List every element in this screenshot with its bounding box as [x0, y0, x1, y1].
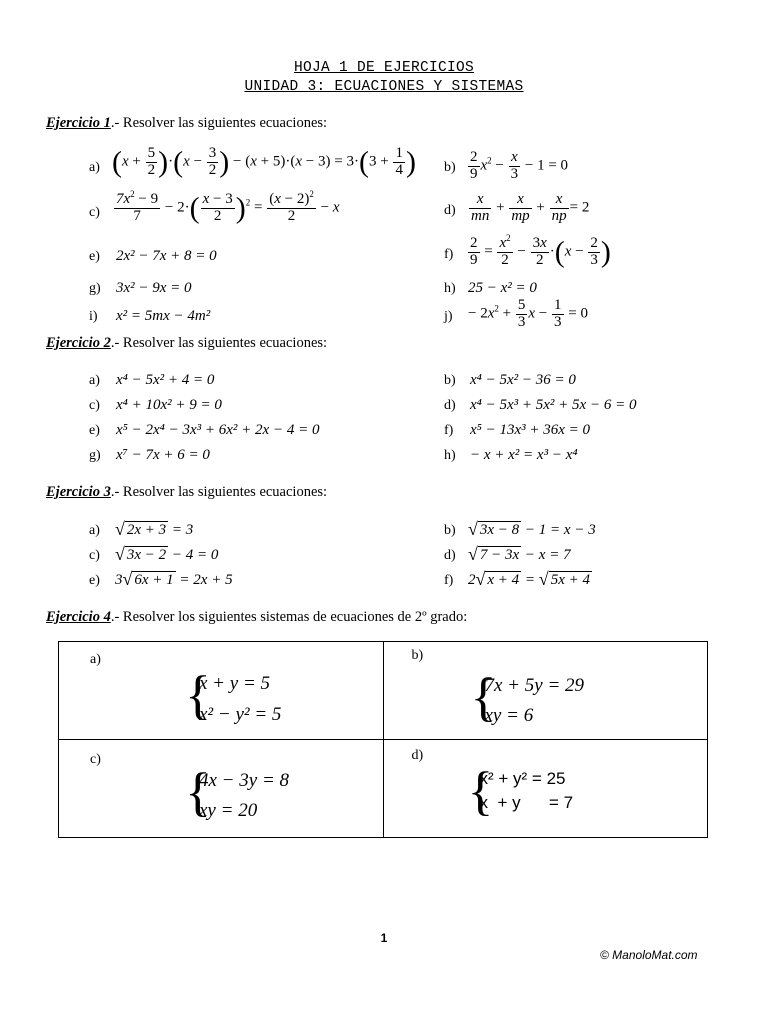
- label-4d: d): [411, 748, 424, 763]
- equation-2b: x⁴ − 5x² − 36 = 0: [470, 372, 576, 388]
- label-2g: g): [89, 448, 101, 463]
- system-d-cell: [383, 740, 708, 838]
- equation-2d: x⁴ − 5x³ + 5x² + 5x − 6 = 0: [470, 397, 637, 413]
- label-2f: f): [444, 423, 454, 438]
- system-d-eq1: x² + y² = 25: [479, 769, 566, 788]
- label-2c: c): [89, 398, 100, 413]
- label-2e: e): [89, 423, 100, 438]
- equation-3b: √ 3x − 8 − 1 = x − 3: [468, 519, 596, 539]
- label-1e: e): [89, 249, 100, 264]
- equation-2a: x⁴ − 5x² + 4 = 0: [116, 372, 215, 388]
- system-a-brace: {: [185, 665, 211, 725]
- copyright-text: © ManoloMat.com: [600, 948, 698, 962]
- equation-1h: 25 − x² = 0: [468, 280, 537, 296]
- systems-table: [58, 641, 708, 838]
- label-3e: e): [89, 573, 100, 588]
- system-d-eq2: x + y = 7: [479, 793, 574, 812]
- label-1g: g): [89, 281, 101, 296]
- equation-1e: 2x² − 7x + 8 = 0: [116, 248, 217, 264]
- label-2a: a): [89, 373, 100, 388]
- equation-1b: $\frac{2}{9}$ $x^2$ − $\frac{x}{3}$ − 1 = 0: [470, 149, 569, 182]
- label-1j: j): [444, 309, 453, 324]
- label-1h: h): [444, 281, 456, 296]
- label-3a: a): [89, 523, 100, 538]
- label-3c: c): [89, 548, 100, 563]
- exercise-4-title: Ejercicio 4.- Resolver los siguientes sistemas de ecuaciones de 2º grado:: [46, 609, 468, 625]
- system-c-cell: [59, 740, 384, 838]
- system-b-brace: {: [470, 667, 497, 727]
- system-c-eq2: xy = 20: [199, 800, 258, 821]
- equation-2f: x⁵ − 13x³ + 36x = 0: [470, 422, 591, 438]
- equation-3a: √ 2x + 3 = 3: [115, 519, 194, 539]
- equation-3f: 2√ x + 4 = √ 5x + 4: [468, 569, 590, 589]
- label-2b: b): [444, 373, 456, 388]
- equation-1j: − $2x^2$ + $\frac{5}{3}$ x − $\frac{1}{3}$ = 0: [468, 297, 588, 330]
- system-a-eq1: x + y = 5: [199, 673, 271, 694]
- label-2h: h): [444, 448, 456, 463]
- system-b-cell: [383, 642, 708, 740]
- label-4a: a): [90, 652, 101, 667]
- system-c-brace: {: [185, 762, 211, 822]
- exercise-1-title: Ejercicio 1.- Resolver las siguientes ecuaciones:: [46, 115, 328, 131]
- equation-2h: − x + x² = x³ − x⁴: [470, 447, 578, 463]
- equation-3e: 3√ 6x + 1 = 2x + 5: [115, 569, 233, 589]
- system-d-brace: {: [467, 761, 494, 821]
- label-4b: b): [411, 648, 424, 663]
- system-a-cell: [59, 642, 384, 740]
- equation-2e: x⁵ − 2x⁴ − 3x³ + 6x² + 2x − 4 = 0: [116, 422, 320, 438]
- title-line-2: UNIDAD 3: ECUACIONES Y SISTEMAS: [244, 79, 524, 95]
- label-1d: d): [444, 203, 456, 218]
- equation-1c: $\frac{7x^2 - 9}{7}$ − 2·( $\frac{x - 3}{2}$ )$^2$ = $\frac{(x - 2)^2}{2}$ − x: [116, 189, 340, 225]
- label-1b: b): [444, 160, 456, 175]
- system-b-eq2: xy = 6: [484, 705, 534, 726]
- label-1c: c): [89, 205, 100, 220]
- label-1a: a): [89, 160, 100, 175]
- equation-1a: (x + $\frac{5}{2}$ )·(x − $\frac{3}{2}$ ) − (x + 5)·(x − 3) = 3·(3 + $\frac{1}{4}$ ): [112, 145, 416, 179]
- equation-3d: √ 7 − 3x − x = 7: [468, 544, 571, 564]
- system-a-eq2: x² − y² = 5: [199, 704, 282, 725]
- page-number: 1: [380, 931, 388, 945]
- equation-2c: x⁴ + 10x² + 9 = 0: [116, 397, 222, 413]
- system-c-eq1: 4x − 3y = 8: [199, 770, 290, 791]
- title-line-1: HOJA 1 DE EJERCICIOS: [293, 60, 475, 76]
- label-1i: i): [89, 309, 98, 324]
- exercise-3-title: Ejercicio 3.- Resolver las siguientes ecuaciones:: [46, 484, 328, 500]
- label-3d: d): [444, 548, 456, 563]
- equation-3c: √ 3x − 2 − 4 = 0: [115, 544, 219, 564]
- equation-1d: $\frac{x}{mn}$ + $\frac{x}{mp}$ + $\frac{x}{np}$ = 2: [471, 191, 590, 224]
- equation-1f: $\frac{2}{9}$ = $\frac{x^2}{2}$ − $\frac{3x}{2}$ ·(x − $\frac{2}{3}$ ): [470, 233, 611, 269]
- system-b-eq1: 7x + 5y = 29: [484, 675, 585, 696]
- equation-1g: 3x² − 9x = 0: [116, 280, 192, 296]
- label-3f: f): [444, 573, 454, 588]
- exercise-2-title: Ejercicio 2.- Resolver las siguientes ecuaciones:: [46, 335, 328, 351]
- label-2d: d): [444, 398, 456, 413]
- equation-1i: x² = 5mx − 4m²: [116, 308, 211, 324]
- label-4c: c): [90, 752, 101, 767]
- equation-2g: x⁷ − 7x + 6 = 0: [116, 447, 210, 463]
- label-1f: f): [444, 247, 454, 262]
- label-3b: b): [444, 523, 456, 538]
